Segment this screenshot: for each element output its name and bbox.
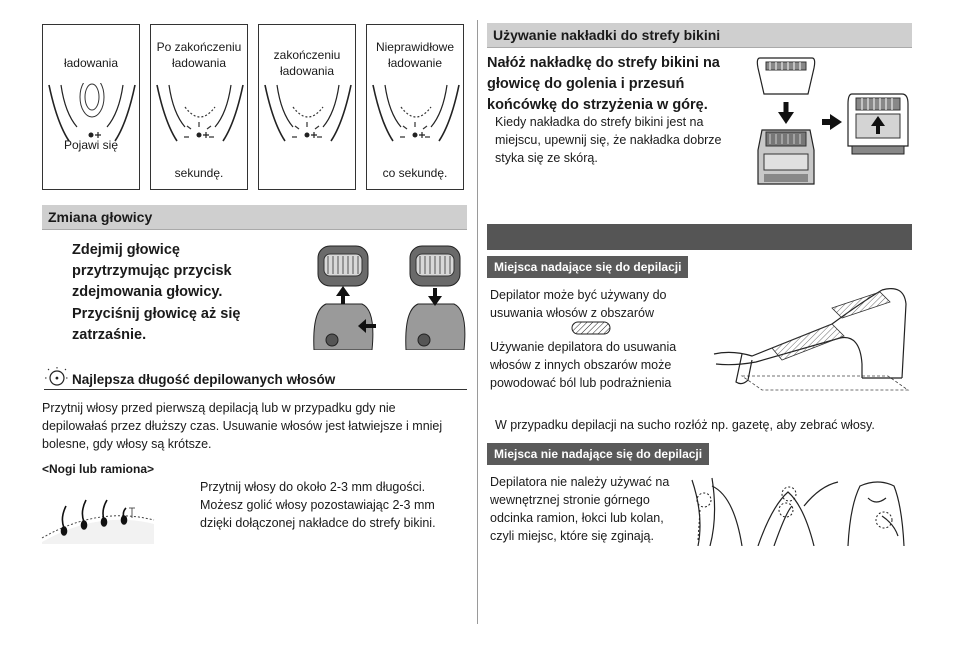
tip-title: Najlepsza długość depilowanych włosów <box>72 372 336 387</box>
bikini-title: Używanie nakładki do strefy bikini <box>487 23 912 48</box>
suitable-areas-label: Miejsca nadające się do depilacji <box>487 256 688 278</box>
legs-illustration <box>712 284 910 392</box>
tip-body: Przytnij włosy przed pierwszą depilacją lub w przypadku gdy nie depilowałaś przez dłuższy czas. Usuwanie włosów jest łatwiejsze i mniej bolesne, gdy włosy są krótsze. <box>42 401 443 451</box>
indicator-box-charging <box>42 24 140 190</box>
bikini-instruction: Nałóż nakładkę do strefy bikini na głowicę do golenia i przesuń końcówkę do strzyżenia w górę. <box>487 55 720 113</box>
head-change-step2: Przyciśnij głowicę aż się zatrzaśnie. <box>72 306 241 343</box>
head-change-illustration <box>306 240 472 350</box>
bikini-note: Kiedy nakładka do strefy bikini jest na miejscu, upewnij się, że nakładka dobrze styka się ze skórą. <box>495 115 722 165</box>
hatched-area-icon <box>571 321 611 335</box>
suitable-areas-text2: Używanie depilatora do usuwania włosów z innych obszarów może powodować ból lub podrażnienia <box>490 340 677 390</box>
error-lamp-illustration <box>367 83 465 143</box>
indicator-top-text: ładowania <box>63 56 119 70</box>
head-change-title: Zmiana głowicy <box>42 205 467 230</box>
indicator-bottom-text: sekundę. <box>174 166 224 180</box>
charging-lamp-illustration <box>43 83 141 143</box>
indicator-box-after-charging <box>150 24 248 190</box>
device-remove-head <box>314 246 376 350</box>
bikini-attachment-illustration <box>752 54 918 188</box>
head-change-step1: Zdejmij głowicę przytrzymując przycisk zdejmowania głowicy. <box>72 242 232 300</box>
unsuitable-areas-label: Miejsca nie nadające się do depilacji <box>487 443 709 465</box>
indicator-box-error <box>366 24 464 190</box>
indicator-top-text: Nieprawidłowe ładowanie <box>375 40 455 70</box>
svg-text:•: • <box>54 373 60 385</box>
indicator-top-text: zakończeniu ładowania <box>273 48 341 78</box>
indicator-bottom-text: Pojawi się <box>63 138 119 152</box>
lightbulb-tip-icon <box>44 366 70 390</box>
indicator-top-text: Po zakończeniu ładowania <box>156 40 242 70</box>
unsuitable-areas-illustration <box>688 476 910 546</box>
tip-sub-body: Przytnij włosy do około 2-3 mm długości. Możesz golić włosy pozostawiając 2-3 mm dzięki dołączonej nakładce do strefy bikini. <box>200 480 436 530</box>
depilation-section-bar <box>487 224 912 250</box>
column-divider <box>477 20 478 624</box>
tip-sub-label: <Nogi lub ramiona> <box>42 462 155 476</box>
lamp-illustration <box>259 83 357 143</box>
indicator-box-end-charging <box>258 24 356 190</box>
hair-length-illustration <box>40 488 158 544</box>
suitable-areas-text1: Depilator może być używany do usuwania włosów z obszarów <box>490 288 667 320</box>
tip-rule <box>44 389 467 390</box>
unsuitable-areas-text: Depilatora nie należy używać na wewnętrznej stronie górnego odcinka ramion, łokci lub kolan, czyli miejsc, które się zginają. <box>490 475 670 543</box>
device-attach-head <box>406 246 465 350</box>
dry-depilation-note: W przypadku depilacji na sucho rozłóż np. gazetę, aby zebrać włosy. <box>495 418 875 432</box>
blinking-lamp-illustration <box>151 83 249 143</box>
indicator-bottom-text: co sekundę. <box>382 166 448 180</box>
